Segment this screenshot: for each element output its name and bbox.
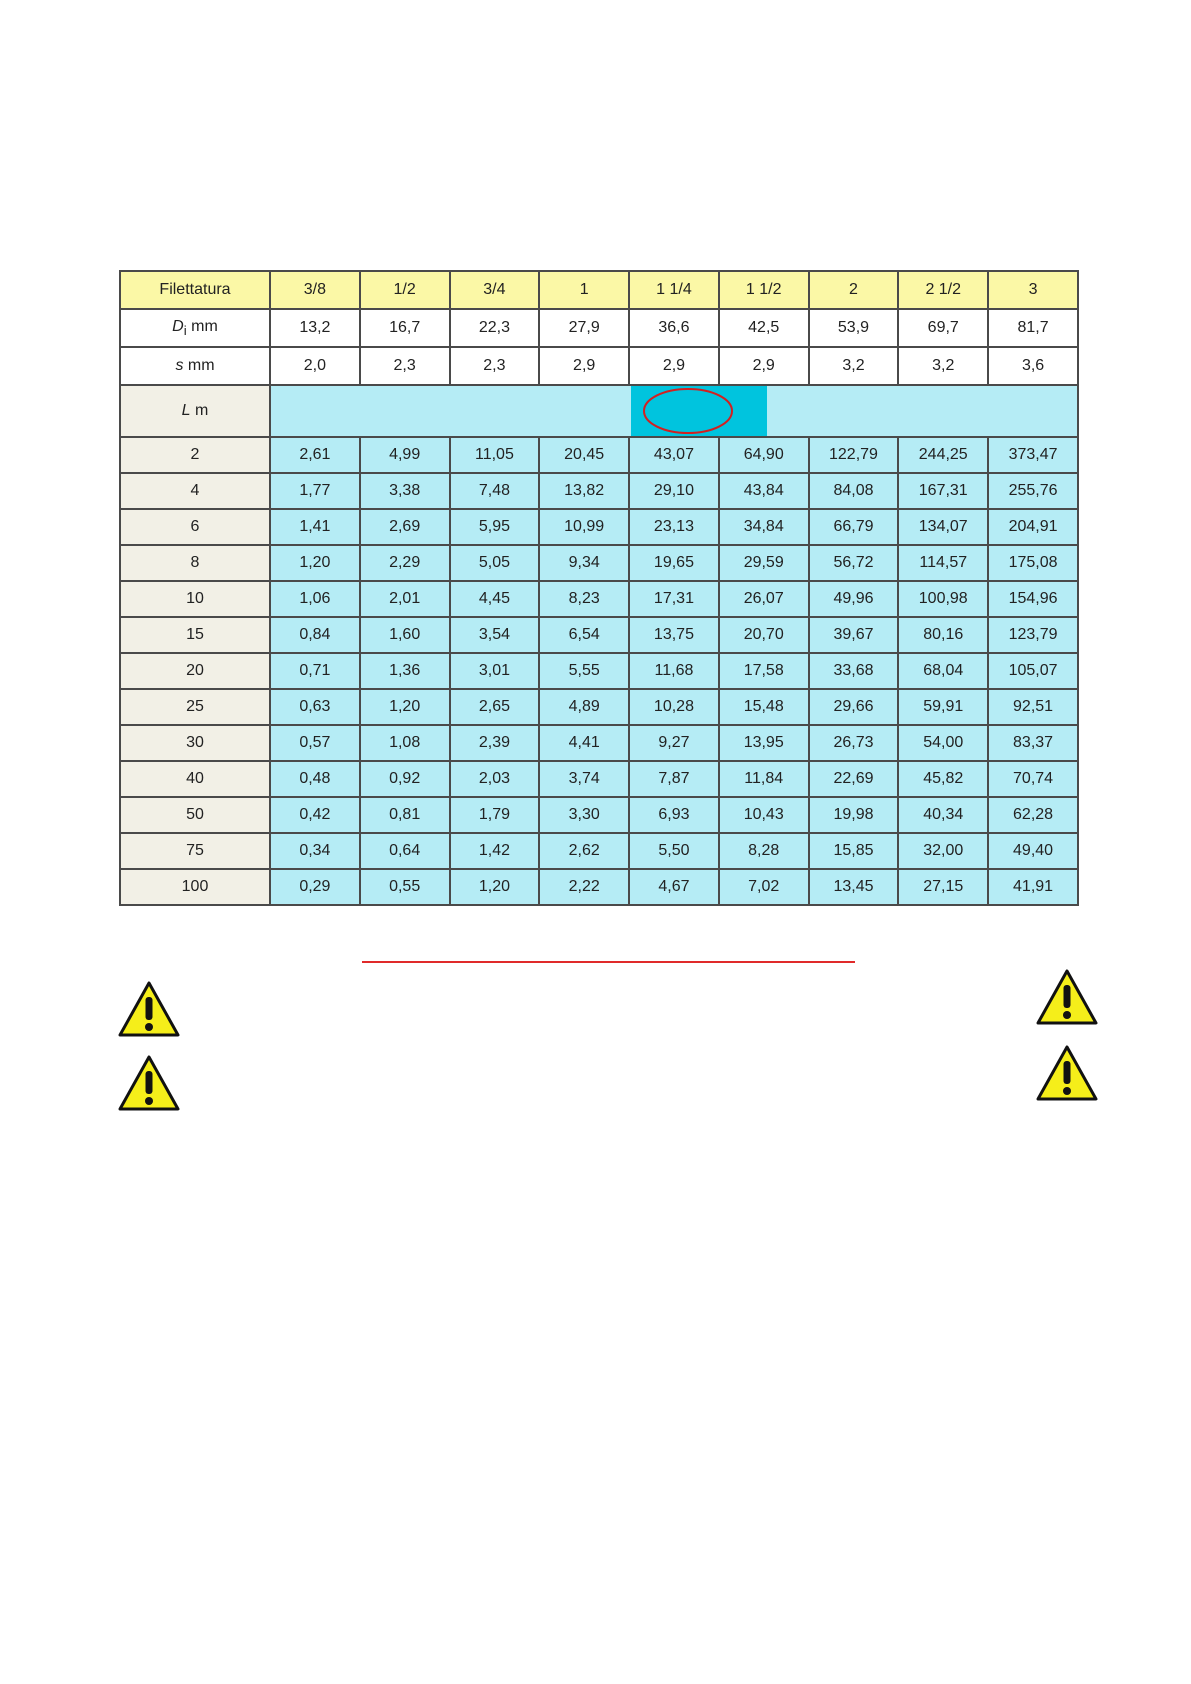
value-cell: 2,62 [539, 833, 629, 869]
value-cell: 66,79 [809, 509, 899, 545]
s-row-label [120, 347, 270, 385]
value-cell: 167,31 [898, 473, 988, 509]
value-cell: 22,69 [809, 761, 899, 797]
value-cell: 2,29 [360, 545, 450, 581]
value-cell: 5,95 [450, 509, 540, 545]
inner-diameter-cell: 13,2 [270, 309, 360, 347]
inner-diameter-cell: 27,9 [539, 309, 629, 347]
di-unit: mm [191, 317, 218, 335]
value-cell: 19,98 [809, 797, 899, 833]
value-cell: 13,75 [629, 617, 719, 653]
length-cell: 2 [120, 437, 270, 473]
value-cell: 10,99 [539, 509, 629, 545]
value-cell: 0,63 [270, 689, 360, 725]
value-cell: 59,91 [898, 689, 988, 725]
value-cell: 4,41 [539, 725, 629, 761]
thread-size-cell: 2 1/2 [898, 271, 988, 309]
wall-thickness-cell: 3,2 [898, 347, 988, 385]
value-cell: 70,74 [988, 761, 1078, 797]
length-cell: 25 [120, 689, 270, 725]
value-cell: 7,02 [719, 869, 809, 905]
value-cell: 27,15 [898, 869, 988, 905]
value-cell: 3,54 [450, 617, 540, 653]
value-cell: 3,38 [360, 473, 450, 509]
value-cell: 43,07 [629, 437, 719, 473]
warning-icon [1035, 968, 1099, 1026]
value-cell: 2,01 [360, 581, 450, 617]
value-cell: 15,48 [719, 689, 809, 725]
value-cell: 0,29 [270, 869, 360, 905]
value-cell: 83,37 [988, 725, 1078, 761]
value-cell: 15,85 [809, 833, 899, 869]
value-cell: 2,65 [450, 689, 540, 725]
table-row [120, 509, 1078, 545]
value-cell: 0,71 [270, 653, 360, 689]
length-cell: 75 [120, 833, 270, 869]
length-cell: 40 [120, 761, 270, 797]
value-cell: 26,73 [809, 725, 899, 761]
value-cell: 0,55 [360, 869, 450, 905]
di-subscript: i [183, 323, 187, 339]
value-cell: 4,99 [360, 437, 450, 473]
value-cell: 0,81 [360, 797, 450, 833]
value-cell: 49,40 [988, 833, 1078, 869]
value-cell: 8,23 [539, 581, 629, 617]
wall-thickness-cell: 2,3 [450, 347, 540, 385]
value-cell: 1,20 [360, 689, 450, 725]
value-cell: 1,42 [450, 833, 540, 869]
wall-thickness-cell: 2,9 [629, 347, 719, 385]
s-row [120, 347, 1078, 385]
value-cell: 29,10 [629, 473, 719, 509]
value-cell: 122,79 [809, 437, 899, 473]
thread-size-cell: 1/2 [360, 271, 450, 309]
value-cell: 1,41 [270, 509, 360, 545]
value-cell: 45,82 [898, 761, 988, 797]
value-cell: 7,87 [629, 761, 719, 797]
value-cell: 7,48 [450, 473, 540, 509]
value-cell: 4,67 [629, 869, 719, 905]
inner-diameter-cell: 42,5 [719, 309, 809, 347]
value-cell: 373,47 [988, 437, 1078, 473]
value-cell: 29,66 [809, 689, 899, 725]
highlight-marker [631, 386, 767, 436]
value-cell: 1,06 [270, 581, 360, 617]
table-row [120, 761, 1078, 797]
l-header-row [120, 385, 1078, 437]
di-row [120, 309, 1078, 347]
value-cell: 17,31 [629, 581, 719, 617]
value-cell: 0,42 [270, 797, 360, 833]
value-cell: 5,05 [450, 545, 540, 581]
value-cell: 20,45 [539, 437, 629, 473]
inner-diameter-cell: 16,7 [360, 309, 450, 347]
value-cell: 43,84 [719, 473, 809, 509]
warning-icon [117, 1054, 181, 1112]
value-cell: 49,96 [809, 581, 899, 617]
value-cell: 10,28 [629, 689, 719, 725]
value-cell: 0,92 [360, 761, 450, 797]
di-symbol: D [172, 317, 184, 335]
value-cell: 3,74 [539, 761, 629, 797]
thread-size-cell: 3/8 [270, 271, 360, 309]
thread-header-row [120, 271, 1078, 309]
value-cell: 1,20 [450, 869, 540, 905]
wall-thickness-cell: 2,3 [360, 347, 450, 385]
s-unit: mm [187, 357, 215, 374]
inner-diameter-cell: 53,9 [809, 309, 899, 347]
red-circle-mark [631, 386, 767, 436]
table-row [120, 617, 1078, 653]
inner-diameter-cell: 36,6 [629, 309, 719, 347]
wall-thickness-cell: 3,2 [809, 347, 899, 385]
wall-thickness-cell: 2,9 [719, 347, 809, 385]
value-cell: 23,13 [629, 509, 719, 545]
value-cell: 114,57 [898, 545, 988, 581]
value-cell: 0,57 [270, 725, 360, 761]
s-symbol: s [175, 357, 184, 374]
value-cell: 5,55 [539, 653, 629, 689]
value-cell: 1,08 [360, 725, 450, 761]
value-cell: 33,68 [809, 653, 899, 689]
value-cell: 32,00 [898, 833, 988, 869]
value-cell: 39,67 [809, 617, 899, 653]
di-row-label [120, 309, 270, 347]
value-cell: 13,82 [539, 473, 629, 509]
length-cell: 50 [120, 797, 270, 833]
value-cell: 1,79 [450, 797, 540, 833]
flow-table [119, 270, 1079, 906]
thread-size-cell: 3 [988, 271, 1078, 309]
value-cell: 9,27 [629, 725, 719, 761]
value-cell: 17,58 [719, 653, 809, 689]
value-cell: 1,36 [360, 653, 450, 689]
warning-icon [1035, 1044, 1099, 1102]
value-cell: 2,69 [360, 509, 450, 545]
value-cell: 11,68 [629, 653, 719, 689]
value-cell: 6,93 [629, 797, 719, 833]
wall-thickness-cell: 2,9 [539, 347, 629, 385]
value-cell: 2,03 [450, 761, 540, 797]
value-cell: 3,01 [450, 653, 540, 689]
value-cell: 34,84 [719, 509, 809, 545]
warning-icon [117, 980, 181, 1038]
value-cell: 29,59 [719, 545, 809, 581]
value-cell: 20,70 [719, 617, 809, 653]
thread-size-cell: 1 1/2 [719, 271, 809, 309]
value-cell: 175,08 [988, 545, 1078, 581]
l-row-label [120, 385, 270, 437]
table-row [120, 473, 1078, 509]
value-cell: 5,50 [629, 833, 719, 869]
value-cell: 8,28 [719, 833, 809, 869]
value-cell: 13,95 [719, 725, 809, 761]
value-cell: 13,45 [809, 869, 899, 905]
value-cell: 40,34 [898, 797, 988, 833]
value-cell: 134,07 [898, 509, 988, 545]
thread-size-cell: 3/4 [450, 271, 540, 309]
value-cell: 84,08 [809, 473, 899, 509]
value-cell: 100,98 [898, 581, 988, 617]
inner-diameter-cell: 81,7 [988, 309, 1078, 347]
length-cell: 6 [120, 509, 270, 545]
value-cell: 0,34 [270, 833, 360, 869]
length-cell: 15 [120, 617, 270, 653]
value-cell: 26,07 [719, 581, 809, 617]
thread-size-cell: 2 [809, 271, 899, 309]
value-cell: 0,84 [270, 617, 360, 653]
value-cell: 80,16 [898, 617, 988, 653]
thread-size-cell: 1 1/4 [629, 271, 719, 309]
table-row [120, 797, 1078, 833]
length-cell: 100 [120, 869, 270, 905]
inner-diameter-cell: 69,7 [898, 309, 988, 347]
table-row [120, 833, 1078, 869]
table-row [120, 581, 1078, 617]
table-row [120, 437, 1078, 473]
value-cell: 9,34 [539, 545, 629, 581]
length-cell: 30 [120, 725, 270, 761]
value-cell: 1,20 [270, 545, 360, 581]
value-cell: 3,30 [539, 797, 629, 833]
value-cell: 11,05 [450, 437, 540, 473]
wall-thickness-cell: 2,0 [270, 347, 360, 385]
value-cell: 19,65 [629, 545, 719, 581]
value-cell: 154,96 [988, 581, 1078, 617]
value-cell: 2,39 [450, 725, 540, 761]
value-cell: 68,04 [898, 653, 988, 689]
value-cell: 10,43 [719, 797, 809, 833]
table-row [120, 653, 1078, 689]
value-cell: 6,54 [539, 617, 629, 653]
length-cell: 8 [120, 545, 270, 581]
value-cell: 255,76 [988, 473, 1078, 509]
value-cell: 56,72 [809, 545, 899, 581]
length-cell: 4 [120, 473, 270, 509]
wall-thickness-cell: 3,6 [988, 347, 1078, 385]
table-row [120, 545, 1078, 581]
table-row [120, 869, 1078, 905]
value-cell: 123,79 [988, 617, 1078, 653]
length-cell: 20 [120, 653, 270, 689]
value-cell: 41,91 [988, 869, 1078, 905]
value-cell: 1,77 [270, 473, 360, 509]
value-cell: 0,48 [270, 761, 360, 797]
value-cell: 0,64 [360, 833, 450, 869]
thread-header-label: Filettatura [120, 271, 270, 309]
value-cell: 1,60 [360, 617, 450, 653]
value-cell: 204,91 [988, 509, 1078, 545]
value-cell: 54,00 [898, 725, 988, 761]
value-cell: 2,22 [539, 869, 629, 905]
value-cell: 244,25 [898, 437, 988, 473]
value-cell: 2,61 [270, 437, 360, 473]
length-cell: 10 [120, 581, 270, 617]
value-cell: 92,51 [988, 689, 1078, 725]
thread-size-cell: 1 [539, 271, 629, 309]
value-cell: 105,07 [988, 653, 1078, 689]
value-cell: 64,90 [719, 437, 809, 473]
l-unit: m [195, 402, 209, 419]
l-header-band [270, 385, 1078, 437]
value-cell: 11,84 [719, 761, 809, 797]
value-cell: 4,89 [539, 689, 629, 725]
value-cell: 62,28 [988, 797, 1078, 833]
l-symbol: L [181, 402, 191, 419]
table-row [120, 689, 1078, 725]
red-underline [362, 961, 855, 963]
value-cell: 4,45 [450, 581, 540, 617]
table-row [120, 725, 1078, 761]
flow-table-container [119, 270, 1079, 906]
inner-diameter-cell: 22,3 [450, 309, 540, 347]
